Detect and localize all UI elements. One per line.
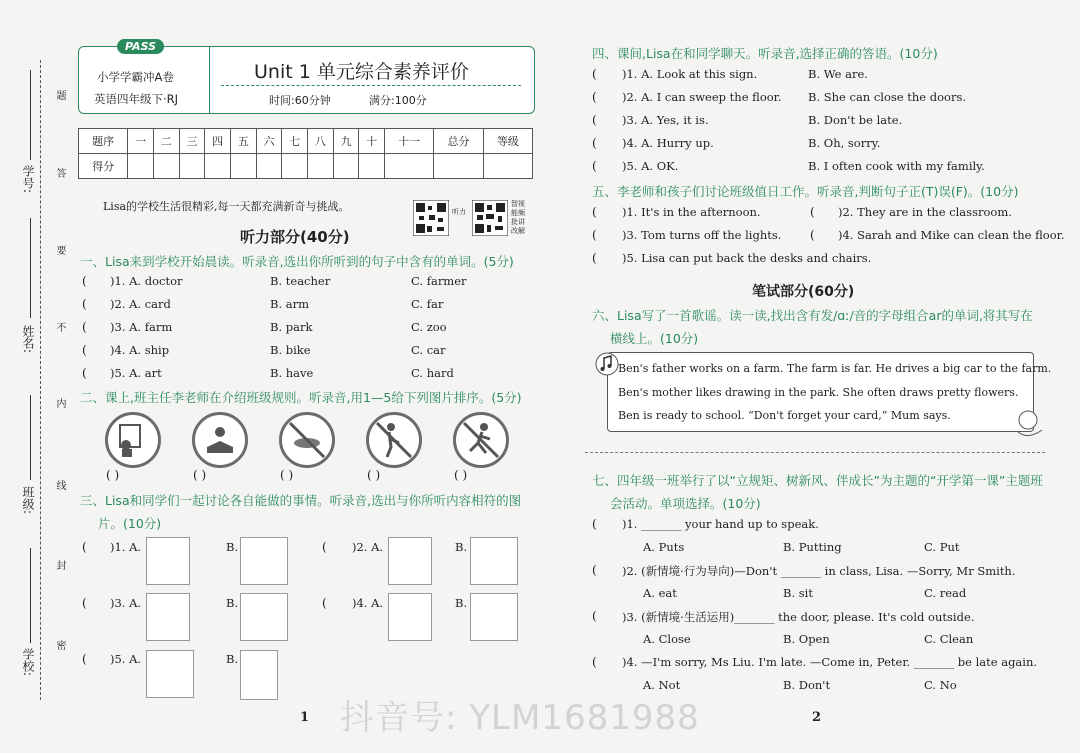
question-label: )5. A.: [110, 652, 142, 666]
option-a: )4. A. Hurry up.: [622, 136, 714, 150]
statement: )2. They are in the classroom.: [838, 205, 1012, 219]
exam-time: 时间:60分钟: [269, 94, 331, 107]
qr-code-icon: [413, 200, 449, 236]
table-cell: 八: [308, 129, 334, 154]
score-cell[interactable]: [205, 154, 231, 179]
answer-bracket[interactable]: (: [592, 228, 597, 242]
picture-turn-off-light: [470, 593, 518, 641]
statement: )3. Tom turns off the lights.: [622, 228, 782, 242]
score-cell[interactable]: [359, 154, 385, 179]
full-score: 满分:100分: [369, 94, 427, 107]
table-cell: 六: [256, 129, 282, 154]
listening-section-title: 听力部分(40分): [240, 228, 350, 246]
question-option-b: B. park: [270, 320, 313, 334]
name-label: 姓名:: [21, 325, 35, 354]
option-b: B. Don't: [783, 678, 831, 692]
picture-sweep-floor: [240, 537, 288, 585]
answer-bracket[interactable]: ( ): [193, 468, 207, 482]
seal-char: 封: [54, 560, 65, 570]
question-text: )3. (新情境·生活运用)_______ the door, please. It's cold outside.: [622, 610, 975, 624]
option-label: B.: [226, 652, 239, 666]
header-brand-box: [79, 40, 210, 113]
student-id-label: 学号:: [21, 165, 35, 194]
section-5-title: 五、李老师和孩子们讨论班级值日工作。听录音,判断句子正(T)误(F)。(10分): [592, 184, 1019, 199]
grade-label: 英语四年级下·RJ: [94, 92, 179, 106]
question-option-a: )5. A. art: [110, 366, 162, 380]
qr-code-icon: [472, 200, 508, 236]
answer-bracket[interactable]: (: [322, 540, 327, 554]
pass-logo: PASS: [117, 39, 164, 54]
no-littering-icon: [366, 412, 422, 468]
option-label: B.: [226, 540, 239, 554]
score-cell[interactable]: [128, 154, 154, 179]
picture-blackboard: [146, 650, 194, 698]
option-a: )5. A. OK.: [622, 159, 679, 173]
picture-clean-window: [470, 537, 518, 585]
option-b: B. Open: [783, 632, 830, 646]
option-a: A. Puts: [643, 540, 685, 554]
picture-clean-blackboard: [240, 593, 288, 641]
series-name: 小学学霸冲A卷: [97, 70, 174, 84]
table-cell: 五: [231, 129, 257, 154]
section-3-title: 三、Lisa和同学们一起讨论各自能做的事情。听录音,选出与你所听内容相符的图: [80, 493, 522, 508]
answer-bracket[interactable]: (: [592, 113, 597, 127]
option-c: C. Put: [924, 540, 960, 554]
table-cell: 四: [205, 129, 231, 154]
page-number: 2: [812, 710, 822, 725]
table-cell: 十一: [385, 129, 434, 154]
question-text: )2. (新情境·行为导向)—Don't _______ in class, Lisa. —Sorry, Mr Smith.: [622, 564, 1016, 578]
binding-dashed-line: [40, 60, 41, 700]
answer-bracket[interactable]: (: [810, 205, 815, 219]
option-a: )1. A. Look at this sign.: [622, 67, 758, 81]
picture-door: [240, 650, 278, 700]
score-cell[interactable]: [231, 154, 257, 179]
section-3-title-cont: 片。(10分): [98, 516, 162, 531]
paper-title: Unit 1 单元综合素养评价: [254, 61, 469, 83]
option-a: A. Not: [643, 678, 681, 692]
section-7-title: 七、四年级一班举行了以“立规矩、树新风、伴成长”为主题的“开学第一课”主题班: [592, 473, 1043, 488]
table-cell: 等级: [483, 129, 532, 154]
option-label: B.: [455, 596, 468, 610]
answer-line[interactable]: [585, 452, 1045, 453]
class-label: 班级:: [21, 486, 35, 515]
option-b: B. We are.: [808, 67, 868, 81]
score-cell[interactable]: [483, 154, 532, 179]
seal-char: 内: [54, 398, 65, 408]
table-cell: 九: [333, 129, 359, 154]
no-eating-icon: [279, 412, 335, 468]
answer-bracket[interactable]: (: [82, 366, 87, 380]
score-cell[interactable]: [179, 154, 205, 179]
question-text: )4. —I'm sorry, Ms Liu. I'm late. —Come in, Peter. _______ be late again.: [622, 655, 1038, 669]
answer-bracket[interactable]: ( ): [106, 468, 120, 482]
question-option-c: C. zoo: [411, 320, 447, 334]
section-7-title-cont: 会活动。单项选择。(10分): [610, 496, 761, 511]
question-text: )1. _______ your hand up to speak.: [622, 517, 819, 531]
option-c: C. No: [924, 678, 957, 692]
answer-bracket[interactable]: (: [592, 609, 597, 623]
option-a: A. eat: [643, 586, 677, 600]
chant-box: [607, 352, 1052, 432]
question-label: )4. A.: [352, 596, 384, 610]
option-a: A. Close: [643, 632, 691, 646]
score-table-header-row: [79, 129, 533, 154]
school-blank: [30, 548, 31, 643]
section-2-title: 二、课上,班主任李老师在介绍班级规则。听录音,用1—5给下列图片排序。(5分): [80, 390, 522, 405]
answer-bracket[interactable]: (: [82, 652, 87, 666]
picture-open-door: [388, 537, 432, 585]
option-b: B. Oh, sorry.: [808, 136, 881, 150]
seal-char: 题: [54, 90, 65, 100]
question-label: )3. A.: [110, 596, 142, 610]
option-c: C. Clean: [924, 632, 974, 646]
question-option-b: B. arm: [270, 297, 310, 311]
picture-close-window: [146, 537, 190, 585]
intro-text: Lisa的学校生活很精彩,每一天都充满新奇与挑战。: [103, 200, 350, 213]
score-cell[interactable]: [256, 154, 282, 179]
score-table-score-row: [79, 154, 533, 179]
statement: )1. It's in the afternoon.: [622, 205, 761, 219]
answer-bracket[interactable]: (: [82, 297, 87, 311]
statement: )4. Sarah and Mike can clean the floor.: [838, 228, 1065, 242]
seal-char: 线: [54, 480, 65, 490]
answer-bracket[interactable]: (: [592, 159, 597, 173]
question-label: )2. A.: [352, 540, 384, 554]
answer-bracket[interactable]: (: [592, 90, 597, 104]
question-option-c: C. farmer: [411, 274, 467, 288]
school-label: 学校:: [21, 648, 35, 677]
score-cell[interactable]: [153, 154, 179, 179]
chant-line: Ben's father works on a farm. The farm is far. He drives a big car to the farm.: [618, 362, 1052, 375]
table-cell: 总分: [434, 129, 483, 154]
question-option-a: )1. A. doctor: [110, 274, 183, 288]
seal-char: 不: [54, 322, 65, 332]
option-b: B. Putting: [783, 540, 842, 554]
table-cell: 七: [282, 129, 308, 154]
option-b: B. Don't be late.: [808, 113, 903, 127]
writing-section-title: 笔试部分(60分): [752, 284, 855, 300]
answer-bracket[interactable]: ( ): [280, 468, 294, 482]
music-note-icon: [594, 350, 620, 378]
chant-line: Ben's mother likes drawing in the park. She often draws pretty flowers.: [618, 386, 1019, 399]
answer-bracket[interactable]: (: [592, 136, 597, 150]
answer-bracket[interactable]: ( ): [454, 468, 468, 482]
read-book-rule-icon: [192, 412, 248, 468]
section-4-title: 四、课间,Lisa在和同学聊天。听录音,选择正确的答语。(10分): [592, 46, 938, 61]
answer-bracket[interactable]: (: [82, 596, 87, 610]
question-option-b: B. bike: [270, 343, 311, 357]
statement: )5. Lisa can put back the desks and chairs.: [622, 251, 872, 265]
chant-line: Ben is ready to school. “Don't forget your card,” Mum says.: [618, 409, 951, 422]
score-cell[interactable]: [333, 154, 359, 179]
table-cell: 题序: [79, 129, 128, 154]
table-cell: 三: [179, 129, 205, 154]
table-cell: 一: [128, 129, 154, 154]
option-c: C. read: [924, 586, 967, 600]
score-cell[interactable]: [385, 154, 434, 179]
answer-bracket[interactable]: (: [592, 205, 597, 219]
option-a: )2. A. I can sweep the floor.: [622, 90, 782, 104]
paper-header: [78, 40, 535, 114]
option-b: B. sit: [783, 586, 813, 600]
seal-char: 要: [54, 245, 65, 255]
answer-bracket[interactable]: (: [82, 274, 87, 288]
raise-hand-rule-icon: [105, 412, 161, 468]
picture-close-door: [388, 593, 432, 641]
picture-clean-desk: [146, 593, 190, 641]
section-6-title: 六、Lisa写了一首歌谣。读一读,找出含有发/ɑː/音的字母组合ar的单词,将其写在: [592, 308, 1033, 323]
answer-bracket[interactable]: (: [592, 517, 597, 531]
question-label: )1. A.: [110, 540, 142, 554]
answer-bracket[interactable]: (: [592, 251, 597, 265]
score-cell[interactable]: [282, 154, 308, 179]
page-number: 1: [300, 710, 310, 725]
question-option-a: )4. A. ship: [110, 343, 170, 357]
watermark: 抖音号: YLM1681988: [340, 698, 700, 738]
score-cell[interactable]: [434, 154, 483, 179]
answer-bracket[interactable]: (: [322, 596, 327, 610]
answer-bracket[interactable]: (: [592, 563, 597, 577]
answer-bracket[interactable]: ( ): [367, 468, 381, 482]
option-b: B. I often cook with my family.: [808, 159, 985, 173]
option-a: )3. A. Yes, it is.: [622, 113, 709, 127]
no-running-icon: [453, 412, 509, 468]
qr-label-listening: 听力: [452, 208, 466, 216]
table-cell: 二: [153, 129, 179, 154]
score-table: [78, 128, 533, 179]
option-label: B.: [226, 596, 239, 610]
student-id-blank: [30, 70, 31, 160]
class-blank: [30, 395, 31, 480]
qr-label-explain: 智视 能频 批讲 改解: [511, 200, 525, 235]
question-option-a: )2. A. card: [110, 297, 171, 311]
section-6-title-cont: 横线上。(10分): [610, 331, 699, 346]
answer-bracket[interactable]: (: [592, 655, 597, 669]
option-b: B. She can close the doors.: [808, 90, 967, 104]
question-option-b: B. have: [270, 366, 314, 380]
section-1-title: 一、Lisa来到学校开始晨读。听录音,选出你所听到的句子中含有的单词。(5分): [80, 254, 514, 269]
answer-bracket[interactable]: (: [82, 343, 87, 357]
table-cell: 十: [359, 129, 385, 154]
question-option-a: )3. A. farm: [110, 320, 173, 334]
question-option-c: C. car: [411, 343, 446, 357]
question-option-b: B. teacher: [270, 274, 331, 288]
score-cell[interactable]: [308, 154, 334, 179]
question-option-c: C. hard: [411, 366, 454, 380]
table-cell: 得分: [79, 154, 128, 179]
header-divider: [221, 85, 521, 86]
seal-char: 答: [54, 168, 65, 178]
answer-bracket[interactable]: (: [82, 320, 87, 334]
seal-char: 密: [54, 640, 65, 650]
ribbon-decoration-icon: [1008, 402, 1048, 442]
name-blank: [30, 218, 31, 318]
answer-bracket[interactable]: (: [592, 67, 597, 81]
option-label: B.: [455, 540, 468, 554]
answer-bracket[interactable]: (: [82, 540, 87, 554]
question-option-c: C. far: [411, 297, 444, 311]
answer-bracket[interactable]: (: [810, 228, 815, 242]
